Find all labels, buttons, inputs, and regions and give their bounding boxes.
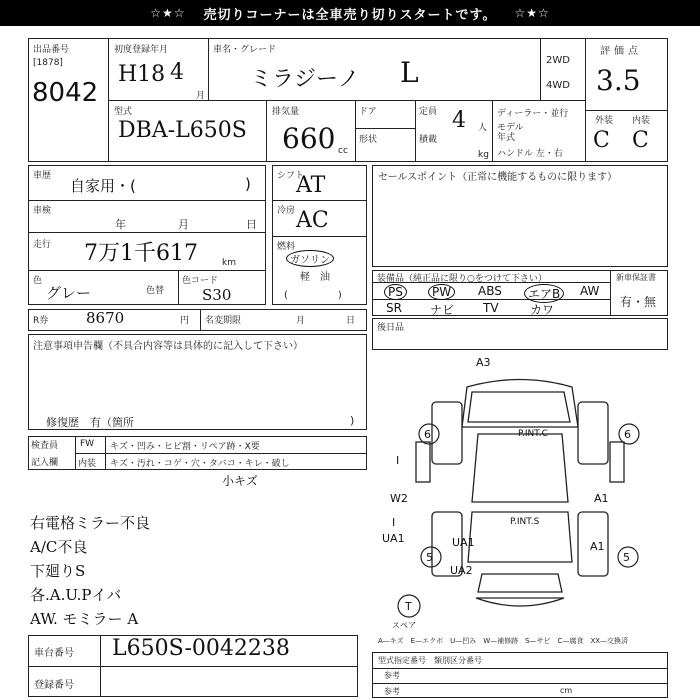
equip-label: 装備品（純正品に限り○をつけて下さい） bbox=[377, 274, 547, 284]
notes-label: 注意事項申告欄（不具合内容等は具体的に記入して下さい） bbox=[33, 341, 303, 352]
reg-month: 4 bbox=[170, 60, 184, 85]
ext-score: C bbox=[593, 128, 610, 153]
diagram-mark-6-left: 6 bbox=[424, 428, 431, 441]
legend-row2: 参考 bbox=[384, 671, 400, 680]
repair-close: ) bbox=[350, 414, 355, 427]
color-code: S30 bbox=[202, 286, 232, 304]
shape-label: 形状 bbox=[359, 135, 378, 145]
chassis-value: L650S-0042238 bbox=[112, 636, 290, 661]
diagram-mark-5-left: 5 bbox=[426, 551, 433, 564]
repair-label: 修復歴 有（箇所 bbox=[46, 416, 134, 429]
score-label: 評価点 bbox=[600, 46, 642, 57]
fuel-other: ( ) bbox=[284, 290, 342, 301]
history-paren: ) bbox=[245, 175, 251, 193]
meigi-day: 日 bbox=[346, 316, 356, 326]
model-label: 型式 bbox=[114, 107, 133, 117]
checker-fw-items: キズ・凹み・ヒビ割・リペア跡・X要 bbox=[110, 442, 260, 452]
tax-unit: 円 bbox=[180, 316, 190, 326]
tax-block bbox=[28, 309, 367, 331]
inspection-label: 車検 bbox=[33, 206, 52, 216]
diagram-mark-w2: W2 bbox=[390, 492, 408, 505]
history-value: 自家用・( bbox=[70, 177, 136, 195]
inspection-day: 日 bbox=[246, 218, 257, 231]
int-label: 内装 bbox=[632, 116, 651, 126]
checker-fw: FW bbox=[80, 439, 95, 449]
seats-unit: 人 bbox=[478, 123, 488, 133]
legend-cm: cm bbox=[560, 686, 573, 695]
fuel-diesel: 軽 油 bbox=[300, 272, 330, 283]
meigi-month: 月 bbox=[296, 316, 306, 326]
damage-diagram bbox=[372, 352, 668, 632]
back-label: 後日品 bbox=[377, 323, 405, 333]
lot-sub: [1878] bbox=[33, 58, 63, 68]
score-value: 3.5 bbox=[596, 64, 641, 97]
repaint-label: 色替 bbox=[146, 286, 165, 296]
equip-pw: PW bbox=[428, 284, 455, 300]
ac-value: AC bbox=[296, 208, 329, 233]
diagram-mark-i-1: I bbox=[396, 454, 400, 467]
diagram-mark-ua1-left: UA1 bbox=[382, 532, 405, 545]
diagram-mark-pintc: P.INT.C bbox=[518, 429, 548, 439]
legend-text: A—キズ E—エクボ U—凹み W—補修跡 S—サビ C—腐食 XX—交換済 bbox=[378, 637, 629, 645]
remark-2: A/C不良 bbox=[30, 538, 88, 556]
fuel-gas: ガソリン bbox=[286, 250, 334, 267]
seats-value: 4 bbox=[452, 108, 466, 133]
reg-month-unit: 月 bbox=[196, 91, 206, 101]
door-label: ドア bbox=[359, 107, 377, 117]
legend-row3: 参考 bbox=[384, 687, 400, 696]
diagram-mark-a3: A3 bbox=[476, 356, 491, 369]
model-value: DBA-L650S bbox=[118, 118, 247, 143]
equip-sr: SR bbox=[386, 301, 402, 315]
diagram-mark-a1-rear: A1 bbox=[590, 540, 605, 553]
diagram-mark-ua2: UA2 bbox=[450, 564, 473, 577]
checker-note: 小キズ bbox=[222, 474, 258, 488]
cc-unit: cc bbox=[338, 146, 348, 156]
banner-text: 売切りコーナーは全車売り切りスタートです。 bbox=[203, 7, 497, 23]
dealer-l4: ハンドル 左・右 bbox=[497, 149, 563, 159]
seats-label: 定員 bbox=[419, 107, 438, 117]
fuel-label: 燃料 bbox=[277, 242, 296, 252]
equip-abs: ABS bbox=[478, 284, 502, 298]
color-code-label: 色コード bbox=[182, 276, 219, 286]
equip-ps: PS bbox=[384, 284, 407, 300]
diagram-mark-pints: P.INT.S bbox=[510, 517, 540, 527]
int-score: C bbox=[632, 128, 649, 153]
equip-leather: カワ bbox=[530, 303, 555, 317]
car-grade: L bbox=[400, 56, 419, 89]
equip-aw: AW bbox=[580, 284, 600, 298]
dealer-l3: 年式 bbox=[497, 133, 516, 143]
warranty-value: 有・無 bbox=[620, 295, 657, 309]
wd2-label: 2WD bbox=[546, 55, 570, 66]
diagram-mark-6-right: 6 bbox=[624, 428, 631, 441]
remark-5: AW. モミラー A bbox=[30, 610, 139, 628]
equip-tv: TV bbox=[483, 301, 499, 315]
wd4-label: 4WD bbox=[546, 80, 570, 91]
car-name: ミラジーノ bbox=[250, 67, 360, 92]
tax-value: 8670 bbox=[86, 309, 125, 327]
equip-airbag: エアB bbox=[524, 284, 564, 303]
banner bbox=[0, 0, 700, 26]
cc-label: 排気量 bbox=[272, 107, 300, 117]
checker-inside: 内装 bbox=[78, 459, 97, 469]
mileage-value: 7万1千617 bbox=[84, 241, 198, 266]
lot-number: 8042 bbox=[32, 78, 99, 108]
warranty-label: 新車保証書 bbox=[616, 273, 656, 282]
dealer-l2: モデル bbox=[497, 123, 524, 133]
diagram-mark-t: T bbox=[405, 600, 412, 613]
ac-label: 冷房 bbox=[277, 206, 296, 216]
chassis-label: 車台番号 bbox=[34, 648, 74, 659]
inspection-month: 月 bbox=[178, 218, 189, 231]
back-block bbox=[372, 318, 668, 350]
remark-3: 下廻りS bbox=[30, 562, 86, 580]
ext-label: 外装 bbox=[595, 116, 614, 126]
history-label: 車歴 bbox=[33, 171, 52, 181]
color-label: 色 bbox=[33, 276, 43, 286]
diagram-spare: スペア bbox=[392, 621, 416, 630]
cc-value: 660 bbox=[282, 122, 336, 155]
banner-stars-left: ☆★☆ bbox=[150, 6, 186, 20]
cargo-label: 積載 bbox=[419, 135, 438, 145]
equip-navi: ナビ bbox=[430, 303, 455, 317]
lot-label: 出品番号 bbox=[33, 45, 70, 55]
reg-year: H18 bbox=[118, 62, 166, 87]
regno-label: 登録番号 bbox=[34, 680, 74, 691]
car-label: 車名・グレード bbox=[213, 45, 277, 55]
inspection-year: 年 bbox=[115, 218, 126, 231]
remark-4: 各.A.U.Pイバ bbox=[30, 586, 122, 604]
checker-label2: 記入欄 bbox=[31, 458, 59, 468]
shift-value: AT bbox=[296, 173, 326, 198]
checker-inside-items: キズ・汚れ・コゲ・穴・タバコ・キレ・破し bbox=[110, 459, 290, 469]
remark-1: 右電格ミラー不良 bbox=[30, 514, 151, 532]
diagram-mark-i-2: I bbox=[392, 516, 396, 529]
color-value: グレー bbox=[46, 284, 92, 302]
mileage-label: 走行 bbox=[33, 240, 52, 250]
diagram-mark-5-right: 5 bbox=[623, 551, 630, 564]
diagram-mark-ua1-mid: UA1 bbox=[452, 536, 475, 549]
checker-label1: 検査員 bbox=[31, 441, 59, 451]
meigi-label: 名変期限 bbox=[205, 316, 242, 326]
shift-label: シフト bbox=[277, 171, 305, 181]
reg-label: 初度登録年月 bbox=[114, 45, 169, 55]
dealer-l1: ディーラー・並行 bbox=[497, 109, 569, 119]
diagram-mark-a1-right: A1 bbox=[594, 492, 609, 505]
sales-label: セールスポイント（正常に機能するものに限ります） bbox=[378, 172, 618, 183]
banner-stars-right: ☆★☆ bbox=[514, 6, 550, 20]
legend-row1: 型式指定番号 類別区分番号 bbox=[378, 656, 482, 665]
mileage-unit: km bbox=[222, 258, 236, 268]
cargo-unit: kg bbox=[478, 150, 489, 160]
tax-label: R券 bbox=[33, 316, 49, 326]
